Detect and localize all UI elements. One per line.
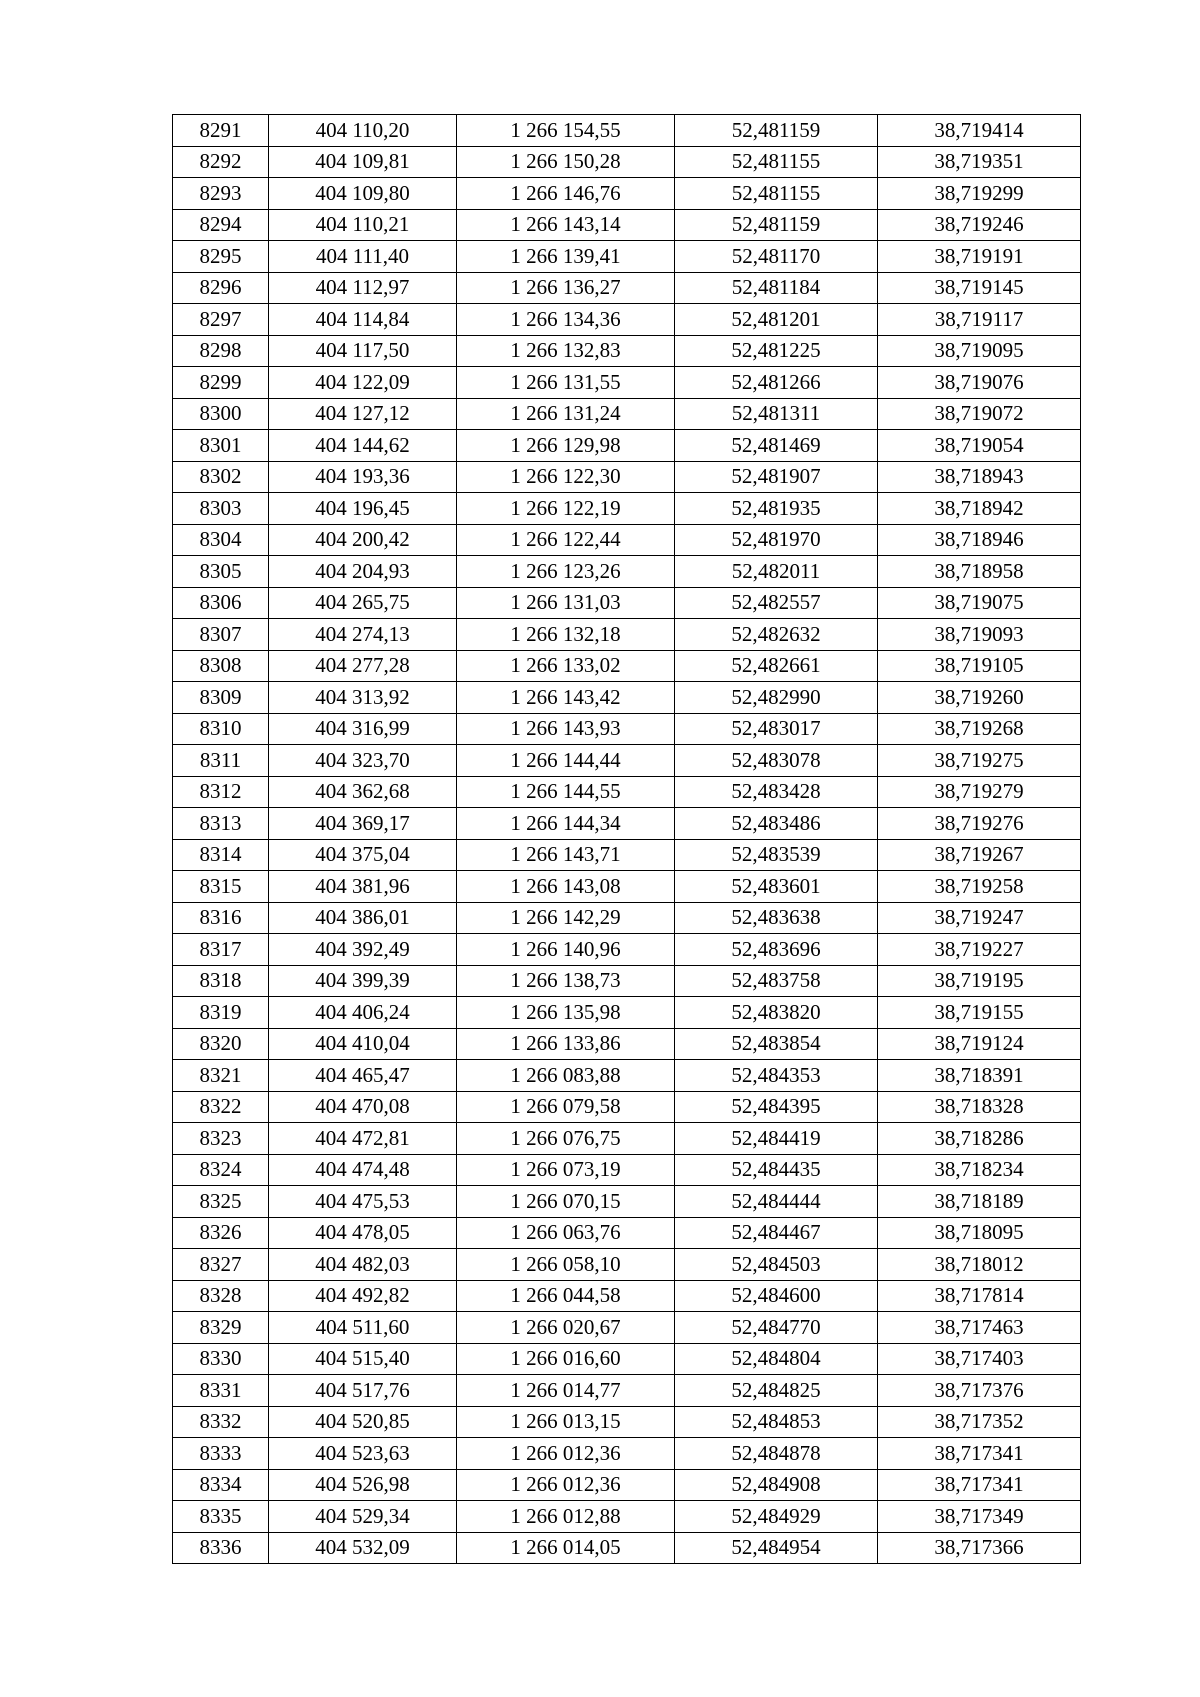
table-row — [173, 808, 1081, 840]
x-coordinate-cell: 404 193,36 — [269, 461, 457, 493]
table-row — [173, 934, 1081, 966]
x-coordinate-cell: 404 362,68 — [269, 776, 457, 808]
x-coordinate-cell: 404 511,60 — [269, 1312, 457, 1344]
y-coordinate-cell: 1 266 143,08 — [457, 871, 675, 903]
latitude-cell: 52,484395 — [675, 1091, 878, 1123]
x-coordinate-cell: 404 474,48 — [269, 1154, 457, 1186]
longitude-cell: 38,719191 — [878, 241, 1081, 273]
x-coordinate-cell: 404 111,40 — [269, 241, 457, 273]
table-row — [173, 1343, 1081, 1375]
latitude-cell: 52,484853 — [675, 1406, 878, 1438]
y-coordinate-cell: 1 266 012,36 — [457, 1469, 675, 1501]
latitude-cell: 52,483638 — [675, 902, 878, 934]
point-number-cell: 8312 — [173, 776, 269, 808]
latitude-cell: 52,484419 — [675, 1123, 878, 1155]
table-row — [173, 1469, 1081, 1501]
x-coordinate-cell: 404 492,82 — [269, 1280, 457, 1312]
longitude-cell: 38,719075 — [878, 587, 1081, 619]
y-coordinate-cell: 1 266 144,55 — [457, 776, 675, 808]
point-number-cell: 8336 — [173, 1532, 269, 1564]
longitude-cell: 38,719145 — [878, 272, 1081, 304]
point-number-cell: 8296 — [173, 272, 269, 304]
longitude-cell: 38,719155 — [878, 997, 1081, 1029]
table-row — [173, 1312, 1081, 1344]
y-coordinate-cell: 1 266 132,83 — [457, 335, 675, 367]
table-row — [173, 178, 1081, 210]
longitude-cell: 38,717366 — [878, 1532, 1081, 1564]
document-page — [172, 114, 1081, 1564]
table-row — [173, 493, 1081, 525]
x-coordinate-cell: 404 117,50 — [269, 335, 457, 367]
x-coordinate-cell: 404 410,04 — [269, 1028, 457, 1060]
x-coordinate-cell: 404 406,24 — [269, 997, 457, 1029]
latitude-cell: 52,481201 — [675, 304, 878, 336]
y-coordinate-cell: 1 266 014,77 — [457, 1375, 675, 1407]
y-coordinate-cell: 1 266 079,58 — [457, 1091, 675, 1123]
longitude-cell: 38,718328 — [878, 1091, 1081, 1123]
latitude-cell: 52,483539 — [675, 839, 878, 871]
longitude-cell: 38,719247 — [878, 902, 1081, 934]
x-coordinate-cell: 404 110,21 — [269, 209, 457, 241]
point-number-cell: 8320 — [173, 1028, 269, 1060]
latitude-cell: 52,481935 — [675, 493, 878, 525]
latitude-cell: 52,481159 — [675, 115, 878, 147]
x-coordinate-cell: 404 386,01 — [269, 902, 457, 934]
latitude-cell: 52,482557 — [675, 587, 878, 619]
y-coordinate-cell: 1 266 143,14 — [457, 209, 675, 241]
point-number-cell: 8319 — [173, 997, 269, 1029]
table-row — [173, 1532, 1081, 1564]
longitude-cell: 38,718286 — [878, 1123, 1081, 1155]
point-number-cell: 8324 — [173, 1154, 269, 1186]
x-coordinate-cell: 404 526,98 — [269, 1469, 457, 1501]
table-row — [173, 398, 1081, 430]
latitude-cell: 52,484503 — [675, 1249, 878, 1281]
table-row — [173, 524, 1081, 556]
x-coordinate-cell: 404 274,13 — [269, 619, 457, 651]
table-row — [173, 1249, 1081, 1281]
longitude-cell: 38,719093 — [878, 619, 1081, 651]
y-coordinate-cell: 1 266 138,73 — [457, 965, 675, 997]
longitude-cell: 38,718946 — [878, 524, 1081, 556]
y-coordinate-cell: 1 266 144,44 — [457, 745, 675, 777]
latitude-cell: 52,482011 — [675, 556, 878, 588]
latitude-cell: 52,481155 — [675, 178, 878, 210]
latitude-cell: 52,484444 — [675, 1186, 878, 1218]
point-number-cell: 8308 — [173, 650, 269, 682]
longitude-cell: 38,719076 — [878, 367, 1081, 399]
point-number-cell: 8307 — [173, 619, 269, 651]
x-coordinate-cell: 404 517,76 — [269, 1375, 457, 1407]
table-row — [173, 367, 1081, 399]
longitude-cell: 38,717341 — [878, 1469, 1081, 1501]
latitude-cell: 52,481266 — [675, 367, 878, 399]
longitude-cell: 38,719275 — [878, 745, 1081, 777]
point-number-cell: 8300 — [173, 398, 269, 430]
x-coordinate-cell: 404 144,62 — [269, 430, 457, 462]
longitude-cell: 38,719195 — [878, 965, 1081, 997]
y-coordinate-cell: 1 266 136,27 — [457, 272, 675, 304]
table-row — [173, 115, 1081, 147]
point-number-cell: 8311 — [173, 745, 269, 777]
point-number-cell: 8323 — [173, 1123, 269, 1155]
longitude-cell: 38,719124 — [878, 1028, 1081, 1060]
y-coordinate-cell: 1 266 144,34 — [457, 808, 675, 840]
table-row — [173, 1154, 1081, 1186]
y-coordinate-cell: 1 266 139,41 — [457, 241, 675, 273]
x-coordinate-cell: 404 529,34 — [269, 1501, 457, 1533]
latitude-cell: 52,483017 — [675, 713, 878, 745]
y-coordinate-cell: 1 266 013,15 — [457, 1406, 675, 1438]
point-number-cell: 8303 — [173, 493, 269, 525]
table-row — [173, 997, 1081, 1029]
longitude-cell: 38,719351 — [878, 146, 1081, 178]
x-coordinate-cell: 404 523,63 — [269, 1438, 457, 1470]
y-coordinate-cell: 1 266 129,98 — [457, 430, 675, 462]
point-number-cell: 8325 — [173, 1186, 269, 1218]
latitude-cell: 52,484825 — [675, 1375, 878, 1407]
x-coordinate-cell: 404 475,53 — [269, 1186, 457, 1218]
x-coordinate-cell: 404 277,28 — [269, 650, 457, 682]
latitude-cell: 52,481184 — [675, 272, 878, 304]
latitude-cell: 52,482661 — [675, 650, 878, 682]
x-coordinate-cell: 404 381,96 — [269, 871, 457, 903]
latitude-cell: 52,483758 — [675, 965, 878, 997]
latitude-cell: 52,484600 — [675, 1280, 878, 1312]
x-coordinate-cell: 404 196,45 — [269, 493, 457, 525]
point-number-cell: 8305 — [173, 556, 269, 588]
table-row — [173, 304, 1081, 336]
x-coordinate-cell: 404 316,99 — [269, 713, 457, 745]
y-coordinate-cell: 1 266 150,28 — [457, 146, 675, 178]
y-coordinate-cell: 1 266 063,76 — [457, 1217, 675, 1249]
table-row — [173, 682, 1081, 714]
longitude-cell: 38,719279 — [878, 776, 1081, 808]
latitude-cell: 52,481225 — [675, 335, 878, 367]
table-row — [173, 241, 1081, 273]
x-coordinate-cell: 404 532,09 — [269, 1532, 457, 1564]
point-number-cell: 8322 — [173, 1091, 269, 1123]
point-number-cell: 8295 — [173, 241, 269, 273]
longitude-cell: 38,719276 — [878, 808, 1081, 840]
table-row — [173, 1280, 1081, 1312]
latitude-cell: 52,483428 — [675, 776, 878, 808]
y-coordinate-cell: 1 266 020,67 — [457, 1312, 675, 1344]
x-coordinate-cell: 404 109,81 — [269, 146, 457, 178]
longitude-cell: 38,718391 — [878, 1060, 1081, 1092]
longitude-cell: 38,717403 — [878, 1343, 1081, 1375]
point-number-cell: 8313 — [173, 808, 269, 840]
longitude-cell: 38,717352 — [878, 1406, 1081, 1438]
table-row — [173, 430, 1081, 462]
table-row — [173, 713, 1081, 745]
longitude-cell: 38,719260 — [878, 682, 1081, 714]
latitude-cell: 52,484353 — [675, 1060, 878, 1092]
latitude-cell: 52,484435 — [675, 1154, 878, 1186]
y-coordinate-cell: 1 266 058,10 — [457, 1249, 675, 1281]
y-coordinate-cell: 1 266 070,15 — [457, 1186, 675, 1218]
longitude-cell: 38,718943 — [878, 461, 1081, 493]
table-row — [173, 556, 1081, 588]
x-coordinate-cell: 404 472,81 — [269, 1123, 457, 1155]
y-coordinate-cell: 1 266 012,36 — [457, 1438, 675, 1470]
longitude-cell: 38,719414 — [878, 115, 1081, 147]
point-number-cell: 8299 — [173, 367, 269, 399]
point-number-cell: 8301 — [173, 430, 269, 462]
coordinates-table-body — [173, 115, 1081, 1564]
point-number-cell: 8292 — [173, 146, 269, 178]
x-coordinate-cell: 404 470,08 — [269, 1091, 457, 1123]
latitude-cell: 52,483696 — [675, 934, 878, 966]
point-number-cell: 8329 — [173, 1312, 269, 1344]
table-row — [173, 209, 1081, 241]
point-number-cell: 8330 — [173, 1343, 269, 1375]
table-row — [173, 146, 1081, 178]
table-row — [173, 1060, 1081, 1092]
y-coordinate-cell: 1 266 016,60 — [457, 1343, 675, 1375]
latitude-cell: 52,484467 — [675, 1217, 878, 1249]
y-coordinate-cell: 1 266 122,30 — [457, 461, 675, 493]
point-number-cell: 8335 — [173, 1501, 269, 1533]
x-coordinate-cell: 404 375,04 — [269, 839, 457, 871]
longitude-cell: 38,717376 — [878, 1375, 1081, 1407]
latitude-cell: 52,481311 — [675, 398, 878, 430]
y-coordinate-cell: 1 266 146,76 — [457, 178, 675, 210]
point-number-cell: 8328 — [173, 1280, 269, 1312]
y-coordinate-cell: 1 266 122,19 — [457, 493, 675, 525]
point-number-cell: 8317 — [173, 934, 269, 966]
table-row — [173, 776, 1081, 808]
x-coordinate-cell: 404 204,93 — [269, 556, 457, 588]
y-coordinate-cell: 1 266 135,98 — [457, 997, 675, 1029]
point-number-cell: 8318 — [173, 965, 269, 997]
point-number-cell: 8304 — [173, 524, 269, 556]
x-coordinate-cell: 404 323,70 — [269, 745, 457, 777]
latitude-cell: 52,483078 — [675, 745, 878, 777]
longitude-cell: 38,719268 — [878, 713, 1081, 745]
point-number-cell: 8294 — [173, 209, 269, 241]
x-coordinate-cell: 404 122,09 — [269, 367, 457, 399]
table-row — [173, 902, 1081, 934]
y-coordinate-cell: 1 266 131,03 — [457, 587, 675, 619]
y-coordinate-cell: 1 266 143,42 — [457, 682, 675, 714]
point-number-cell: 8297 — [173, 304, 269, 336]
table-row — [173, 1406, 1081, 1438]
longitude-cell: 38,719054 — [878, 430, 1081, 462]
latitude-cell: 52,481170 — [675, 241, 878, 273]
point-number-cell: 8334 — [173, 1469, 269, 1501]
latitude-cell: 52,482990 — [675, 682, 878, 714]
longitude-cell: 38,718095 — [878, 1217, 1081, 1249]
x-coordinate-cell: 404 112,97 — [269, 272, 457, 304]
y-coordinate-cell: 1 266 143,71 — [457, 839, 675, 871]
y-coordinate-cell: 1 266 133,02 — [457, 650, 675, 682]
x-coordinate-cell: 404 478,05 — [269, 1217, 457, 1249]
y-coordinate-cell: 1 266 076,75 — [457, 1123, 675, 1155]
longitude-cell: 38,719267 — [878, 839, 1081, 871]
table-row — [173, 1501, 1081, 1533]
longitude-cell: 38,719117 — [878, 304, 1081, 336]
latitude-cell: 52,484804 — [675, 1343, 878, 1375]
longitude-cell: 38,717463 — [878, 1312, 1081, 1344]
table-row — [173, 587, 1081, 619]
y-coordinate-cell: 1 266 142,29 — [457, 902, 675, 934]
y-coordinate-cell: 1 266 073,19 — [457, 1154, 675, 1186]
latitude-cell: 52,484878 — [675, 1438, 878, 1470]
table-row — [173, 650, 1081, 682]
y-coordinate-cell: 1 266 044,58 — [457, 1280, 675, 1312]
point-number-cell: 8333 — [173, 1438, 269, 1470]
longitude-cell: 38,719258 — [878, 871, 1081, 903]
y-coordinate-cell: 1 266 134,36 — [457, 304, 675, 336]
longitude-cell: 38,719299 — [878, 178, 1081, 210]
longitude-cell: 38,717814 — [878, 1280, 1081, 1312]
point-number-cell: 8326 — [173, 1217, 269, 1249]
table-row — [173, 272, 1081, 304]
y-coordinate-cell: 1 266 012,88 — [457, 1501, 675, 1533]
y-coordinate-cell: 1 266 131,24 — [457, 398, 675, 430]
x-coordinate-cell: 404 127,12 — [269, 398, 457, 430]
coordinates-table — [172, 114, 1081, 1564]
table-row — [173, 965, 1081, 997]
x-coordinate-cell: 404 109,80 — [269, 178, 457, 210]
point-number-cell: 8316 — [173, 902, 269, 934]
latitude-cell: 52,481970 — [675, 524, 878, 556]
longitude-cell: 38,718942 — [878, 493, 1081, 525]
table-row — [173, 839, 1081, 871]
table-row — [173, 1438, 1081, 1470]
point-number-cell: 8327 — [173, 1249, 269, 1281]
longitude-cell: 38,719246 — [878, 209, 1081, 241]
table-row — [173, 619, 1081, 651]
longitude-cell: 38,718012 — [878, 1249, 1081, 1281]
table-row — [173, 1123, 1081, 1155]
y-coordinate-cell: 1 266 140,96 — [457, 934, 675, 966]
x-coordinate-cell: 404 313,92 — [269, 682, 457, 714]
point-number-cell: 8332 — [173, 1406, 269, 1438]
point-number-cell: 8306 — [173, 587, 269, 619]
x-coordinate-cell: 404 110,20 — [269, 115, 457, 147]
y-coordinate-cell: 1 266 143,93 — [457, 713, 675, 745]
latitude-cell: 52,484908 — [675, 1469, 878, 1501]
y-coordinate-cell: 1 266 014,05 — [457, 1532, 675, 1564]
x-coordinate-cell: 404 465,47 — [269, 1060, 457, 1092]
table-row — [173, 871, 1081, 903]
y-coordinate-cell: 1 266 083,88 — [457, 1060, 675, 1092]
y-coordinate-cell: 1 266 132,18 — [457, 619, 675, 651]
point-number-cell: 8291 — [173, 115, 269, 147]
table-row — [173, 1217, 1081, 1249]
x-coordinate-cell: 404 114,84 — [269, 304, 457, 336]
longitude-cell: 38,718234 — [878, 1154, 1081, 1186]
y-coordinate-cell: 1 266 122,44 — [457, 524, 675, 556]
latitude-cell: 52,483486 — [675, 808, 878, 840]
y-coordinate-cell: 1 266 131,55 — [457, 367, 675, 399]
point-number-cell: 8309 — [173, 682, 269, 714]
x-coordinate-cell: 404 399,39 — [269, 965, 457, 997]
x-coordinate-cell: 404 515,40 — [269, 1343, 457, 1375]
point-number-cell: 8314 — [173, 839, 269, 871]
table-row — [173, 745, 1081, 777]
table-row — [173, 1028, 1081, 1060]
x-coordinate-cell: 404 520,85 — [269, 1406, 457, 1438]
y-coordinate-cell: 1 266 154,55 — [457, 115, 675, 147]
point-number-cell: 8310 — [173, 713, 269, 745]
latitude-cell: 52,481159 — [675, 209, 878, 241]
point-number-cell: 8302 — [173, 461, 269, 493]
table-row — [173, 1091, 1081, 1123]
longitude-cell: 38,719095 — [878, 335, 1081, 367]
longitude-cell: 38,717341 — [878, 1438, 1081, 1470]
y-coordinate-cell: 1 266 123,26 — [457, 556, 675, 588]
latitude-cell: 52,483820 — [675, 997, 878, 1029]
latitude-cell: 52,482632 — [675, 619, 878, 651]
longitude-cell: 38,719105 — [878, 650, 1081, 682]
longitude-cell: 38,718189 — [878, 1186, 1081, 1218]
x-coordinate-cell: 404 369,17 — [269, 808, 457, 840]
point-number-cell: 8321 — [173, 1060, 269, 1092]
latitude-cell: 52,481155 — [675, 146, 878, 178]
x-coordinate-cell: 404 265,75 — [269, 587, 457, 619]
longitude-cell: 38,718958 — [878, 556, 1081, 588]
point-number-cell: 8315 — [173, 871, 269, 903]
point-number-cell: 8298 — [173, 335, 269, 367]
x-coordinate-cell: 404 200,42 — [269, 524, 457, 556]
latitude-cell: 52,484954 — [675, 1532, 878, 1564]
table-row — [173, 1186, 1081, 1218]
point-number-cell: 8293 — [173, 178, 269, 210]
latitude-cell: 52,483601 — [675, 871, 878, 903]
table-row — [173, 1375, 1081, 1407]
point-number-cell: 8331 — [173, 1375, 269, 1407]
latitude-cell: 52,484770 — [675, 1312, 878, 1344]
table-row — [173, 461, 1081, 493]
x-coordinate-cell: 404 482,03 — [269, 1249, 457, 1281]
longitude-cell: 38,719227 — [878, 934, 1081, 966]
latitude-cell: 52,484929 — [675, 1501, 878, 1533]
longitude-cell: 38,719072 — [878, 398, 1081, 430]
latitude-cell: 52,481907 — [675, 461, 878, 493]
table-row — [173, 335, 1081, 367]
latitude-cell: 52,483854 — [675, 1028, 878, 1060]
latitude-cell: 52,481469 — [675, 430, 878, 462]
y-coordinate-cell: 1 266 133,86 — [457, 1028, 675, 1060]
longitude-cell: 38,717349 — [878, 1501, 1081, 1533]
x-coordinate-cell: 404 392,49 — [269, 934, 457, 966]
